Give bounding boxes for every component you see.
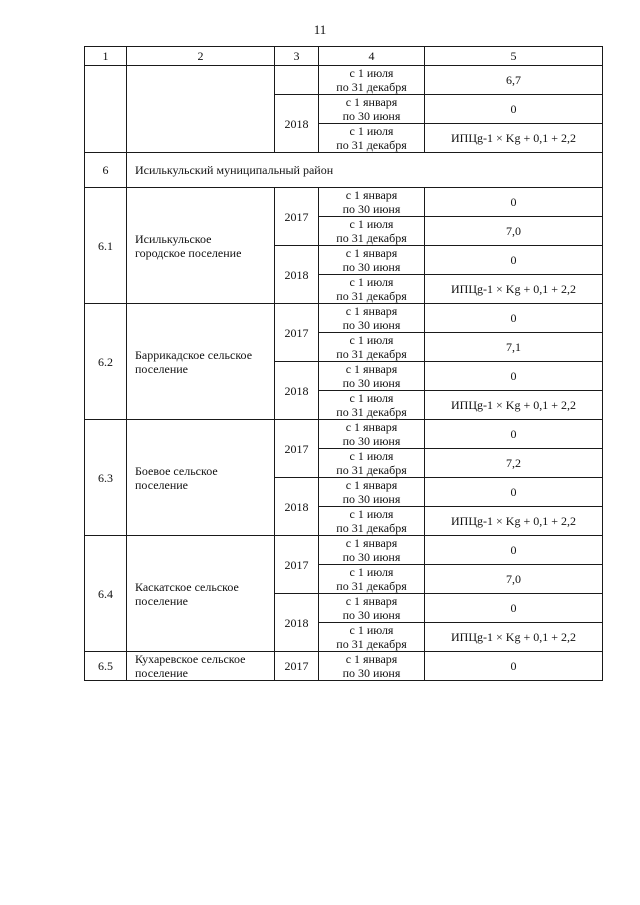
value-cell: 0 [425,246,603,275]
year-cell: 2018 [275,362,319,420]
period-from: с 1 июля [349,449,394,463]
year-cell: 2018 [275,246,319,304]
period-from: с 1 июля [349,275,394,289]
value-cell: 7,2 [425,449,603,478]
header-cell: 2 [127,47,275,66]
period-to: по 31 декабря [336,231,407,245]
period-from: с 1 января [345,304,398,318]
section-title: Исилькульский муниципальный район [127,153,603,188]
settlement-name [127,304,275,420]
settlement-name-line: поселение [135,477,189,492]
value-cell: 7,0 [425,217,603,246]
page-number: 11 [313,22,327,37]
period-to: по 31 декабря [336,289,407,303]
settlement-cell [127,66,275,153]
settlement-name-line: Каскатское сельское [135,579,239,594]
settlement-name-line: Боевое сельское [135,463,218,478]
period-from: с 1 июля [349,124,394,138]
year-cell: 2018 [275,95,319,153]
value-cell: 7,1 [425,333,603,362]
value-cell: 0 [425,95,603,124]
value-cell: 0 [425,652,603,681]
section-row [85,153,603,188]
value-cell: 0 [425,304,603,333]
period-cell [319,536,425,565]
header-row [85,47,603,66]
period-cell [319,449,425,478]
period-to: по 30 июня [342,202,401,216]
period-from: с 1 января [345,246,398,260]
period-cell [319,124,425,153]
value-cell: 0 [425,362,603,391]
period-to: по 30 июня [342,434,401,448]
header-cell: 1 [85,47,127,66]
settlement-number: 6.1 [85,188,127,304]
period-from: с 1 июля [349,333,394,347]
year-cell: 2018 [275,594,319,652]
table-row [85,652,603,681]
period-from: с 1 июля [349,623,394,637]
period-from: с 1 января [345,652,398,666]
value-cell: ИПЦg-1 × Kg + 0,1 + 2,2 [425,391,603,420]
period-to: по 31 декабря [336,80,407,94]
period-cell [319,594,425,623]
period-cell [319,507,425,536]
table-row [85,66,603,95]
period-from: с 1 января [345,188,398,202]
value-cell: ИПЦg-1 × Kg + 0,1 + 2,2 [425,507,603,536]
period-from: с 1 июля [349,66,394,80]
year-cell: 2018 [275,478,319,536]
value-cell: ИПЦg-1 × Kg + 0,1 + 2,2 [425,623,603,652]
period-to: по 30 июня [342,318,401,332]
settlement-name-line: поселение [135,361,189,376]
period-cell [319,66,425,95]
settlement-number: 6.3 [85,420,127,536]
header-cell: 4 [319,47,425,66]
year-cell: 2017 [275,420,319,478]
settlement-number: 6.4 [85,536,127,652]
period-cell [319,652,425,681]
period-cell [319,623,425,652]
header-cell: 5 [425,47,603,66]
period-from: с 1 июля [349,507,394,521]
period-cell [319,420,425,449]
period-cell [319,333,425,362]
period-cell [319,391,425,420]
period-to: по 31 декабря [336,405,407,419]
value-cell: 0 [425,536,603,565]
value-cell: ИПЦg-1 × Kg + 0,1 + 2,2 [425,124,603,153]
period-to: по 30 июня [342,260,401,274]
period-to: по 31 декабря [336,637,407,651]
period-cell [319,217,425,246]
period-to: по 30 июня [342,608,401,622]
period-to: по 30 июня [342,550,401,564]
table-row [85,536,603,565]
period-cell [319,188,425,217]
period-cell [319,275,425,304]
period-cell [319,95,425,124]
table-row [85,304,603,333]
year-cell: 2017 [275,536,319,594]
value-cell: 0 [425,188,603,217]
table-row [85,188,603,217]
period-to: по 30 июня [342,376,401,390]
period-to: по 30 июня [342,492,401,506]
section-number: 6 [85,153,127,188]
tariff-table [84,46,603,681]
settlement-name [127,536,275,652]
period-from: с 1 января [345,478,398,492]
value-cell: 7,0 [425,565,603,594]
value-cell: 6,7 [425,66,603,95]
year-cell: 2017 [275,652,319,681]
period-cell [319,565,425,594]
period-to: по 31 декабря [336,463,407,477]
period-from: с 1 января [345,594,398,608]
period-from: с 1 июля [349,391,394,405]
period-from: с 1 января [345,536,398,550]
period-cell [319,362,425,391]
value-cell: 0 [425,478,603,507]
settlement-number: 6.2 [85,304,127,420]
period-from: с 1 января [345,420,398,434]
period-from: с 1 июля [349,217,394,231]
number-cell [85,66,127,153]
period-cell [319,304,425,333]
period-to: по 30 июня [342,109,401,123]
period-to: по 31 декабря [336,579,407,593]
settlement-name-line: Баррикадское сельское [135,347,253,362]
year-cell [275,66,319,95]
tariff-table-body [85,47,603,681]
table-row [85,420,603,449]
settlement-name-line: Кухаревское сельское [135,652,246,666]
settlement-name-line: Исилькульское [135,231,212,246]
value-cell: 0 [425,594,603,623]
period-from: с 1 января [345,95,398,109]
header-cell: 3 [275,47,319,66]
period-to: по 31 декабря [336,347,407,361]
period-from: с 1 июля [349,565,394,579]
period-cell [319,246,425,275]
value-cell: ИПЦg-1 × Kg + 0,1 + 2,2 [425,275,603,304]
period-cell [319,478,425,507]
year-cell: 2017 [275,304,319,362]
period-to: по 31 декабря [336,138,407,152]
value-cell: 0 [425,420,603,449]
period-to: по 31 декабря [336,521,407,535]
settlement-name-line: поселение [135,593,189,608]
period-from: с 1 января [345,362,398,376]
settlement-number: 6.5 [85,652,127,681]
settlement-name-line: городское поселение [135,245,242,260]
settlement-name [127,652,275,681]
settlement-name [127,188,275,304]
settlement-name [127,420,275,536]
period-to: по 30 июня [342,666,401,680]
settlement-name-line: поселение [135,666,189,680]
year-cell: 2017 [275,188,319,246]
